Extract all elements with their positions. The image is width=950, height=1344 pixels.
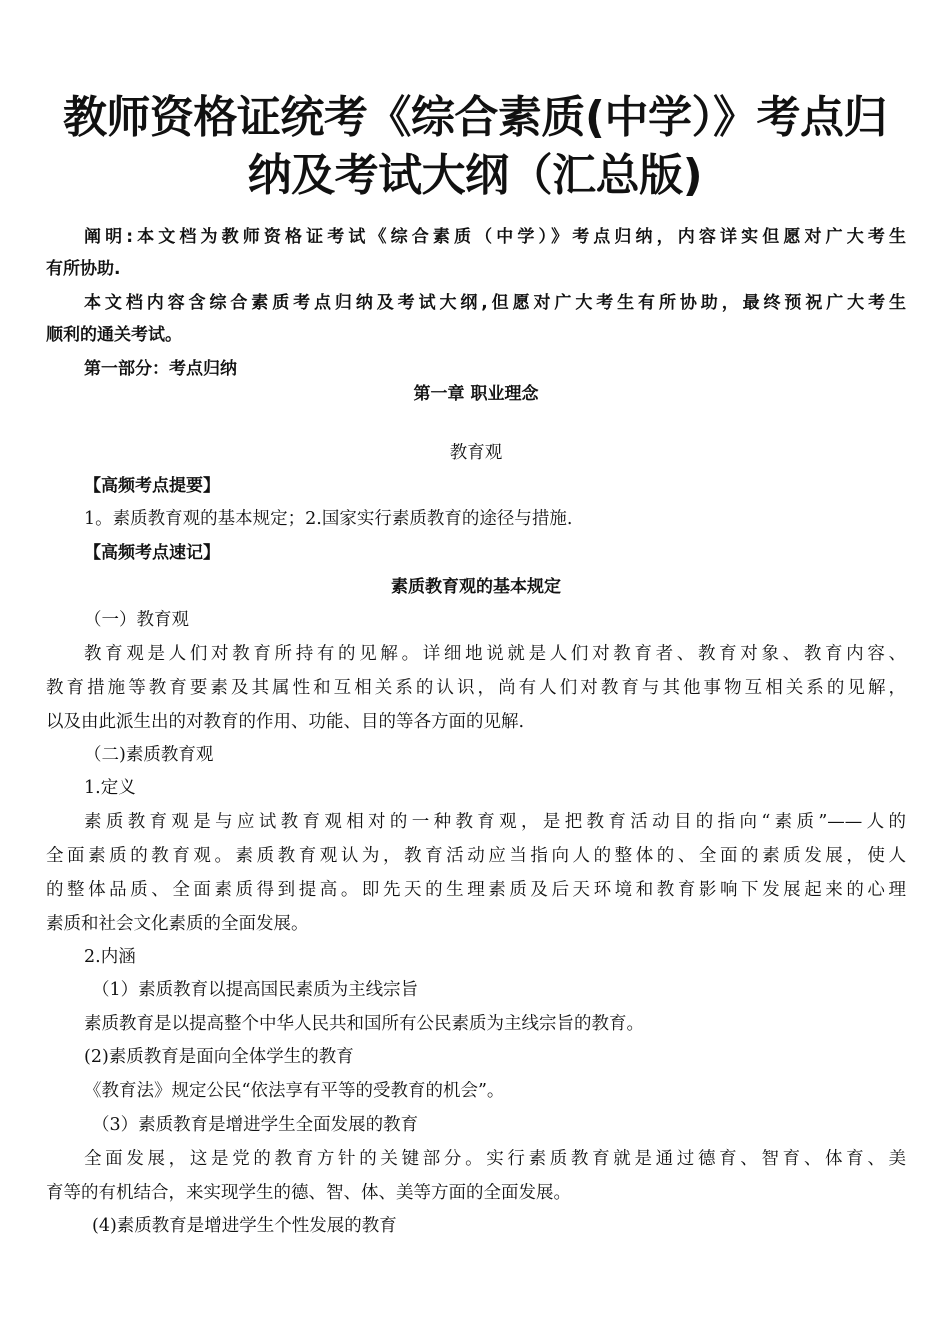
- intro-paragraph-2-line-2: 顺利的通关考试。: [46, 325, 182, 345]
- tips-heading: 【高频考点提要】: [84, 476, 220, 496]
- connotation-heading: 2.内涵: [84, 947, 136, 967]
- tips-text: 1。素质教育观的基本规定；2.国家实行素质教育的途径与措施.: [84, 509, 573, 529]
- connotation-3-heading: （3）素质教育是增进学生全面发展的教育: [92, 1115, 419, 1135]
- connotation-2-heading: (2)素质教育是面向全体学生的教育: [84, 1047, 354, 1067]
- section-1-line-2: 教育措施等教育要素及其属性和互相关系的认识，尚有人们对教育与其他事物互相关系的见解，: [46, 678, 906, 698]
- section-1-line-3: 以及由此派生出的对教育的作用、功能、目的等各方面的见解.: [46, 712, 525, 732]
- memo-heading: 【高频考点速记】: [84, 543, 220, 563]
- definition-line-2: 全面素质的教育观。素质教育观认为，教育活动应当指向人的整体的、全面的素质发展，使人: [46, 846, 906, 866]
- part-heading: 第一部分：考点归纳: [84, 359, 237, 379]
- connotation-3-line-2: 育等的有机结合，来实现学生的德、智、体、美等方面的全面发展。: [46, 1183, 571, 1203]
- document-title-line-1: 教师资格证统考《综合素质(中学）》考点归: [62, 92, 888, 143]
- intro-paragraph-2-line-1: 本文档内容含综合素质考点归纳及考试大纲,但愿对广大考生有所协助，最终预祝广大考生: [84, 293, 906, 313]
- document-title-line-2: 纳及考试大纲（汇总版): [247, 150, 703, 201]
- connotation-1-text: 素质教育是以提高整个中华人民共和国所有公民素质为主线宗旨的教育。: [84, 1014, 644, 1034]
- section-title: 教育观: [449, 443, 503, 463]
- intro-paragraph-1-line-1: 阐明:本文档为教师资格证考试《综合素质（中学）》考点归纳，内容详实但愿对广大考生: [84, 227, 906, 247]
- subsection-title: 素质教育观的基本规定: [391, 577, 561, 597]
- connotation-1-heading: （1）素质教育以提高国民素质为主线宗旨: [92, 980, 419, 1000]
- connotation-4-heading: (4)素质教育是增进学生个性发展的教育: [92, 1216, 397, 1236]
- section-2-heading: （二)素质教育观: [84, 745, 214, 765]
- definition-heading: 1.定义: [84, 778, 136, 798]
- intro-paragraph-1-line-2: 有所协助.: [46, 259, 121, 279]
- connotation-2-text: 《教育法》规定公民“依法享有平等的受教育的机会”。: [84, 1081, 505, 1101]
- definition-line-1: 素质教育观是与应试教育观相对的一种教育观，是把教育活动目的指向“素质”——人的: [84, 812, 906, 832]
- connotation-3-line-1: 全面发展，这是党的教育方针的关键部分。实行素质教育就是通过德育、智育、体育、美: [84, 1149, 906, 1169]
- section-1-heading: （一）教育观: [84, 610, 189, 630]
- section-1-line-1: 教育观是人们对教育所持有的见解。详细地说就是人们对教育者、教育对象、教育内容、: [84, 644, 906, 664]
- chapter-title: 第一章 职业理念: [413, 384, 539, 404]
- definition-line-4: 素质和社会文化素质的全面发展。: [46, 914, 309, 934]
- definition-line-3: 的整体品质、全面素质得到提高。即先天的生理素质及后天环境和教育影响下发展起来的心理: [46, 880, 906, 900]
